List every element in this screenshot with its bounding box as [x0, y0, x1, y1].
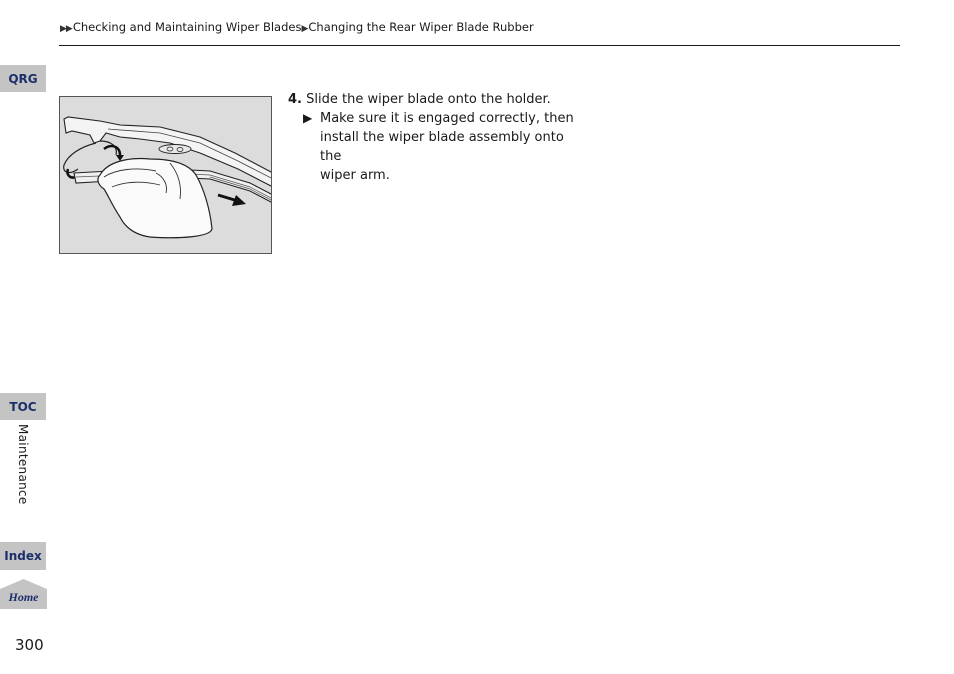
note-line-1: Make sure it is engaged correctly, then	[320, 111, 574, 126]
breadcrumb	[60, 19, 534, 37]
triangle-bullet-icon: ▶	[303, 111, 313, 125]
wiper-hand-drawing	[60, 97, 272, 254]
instruction-step	[288, 90, 588, 185]
index-tab[interactable]: Index	[0, 542, 46, 570]
home-icon	[0, 579, 47, 609]
toc-tab[interactable]: TOC	[0, 393, 46, 420]
note-line-3: wiper arm.	[320, 168, 390, 183]
home-label: Home	[8, 590, 39, 604]
breadcrumb-item-rear-wiper-rubber[interactable]: Changing the Rear Wiper Blade Rubber	[308, 20, 534, 34]
double-arrow-icon: ▶▶	[60, 24, 72, 34]
page-number: 300	[15, 636, 44, 654]
home-tab[interactable]	[0, 579, 47, 609]
wiper-blade-illustration	[59, 96, 272, 254]
step-line	[288, 90, 588, 109]
step-note	[303, 109, 588, 185]
qrg-tab[interactable]: QRG	[0, 65, 46, 92]
note-line-2: install the wiper blade assembly onto the	[320, 130, 564, 164]
arrow-icon: ▶	[301, 24, 308, 34]
header-divider	[59, 45, 900, 46]
step-text: Slide the wiper blade onto the holder.	[306, 92, 551, 107]
section-label: Maintenance	[16, 424, 30, 505]
step-number: 4.	[288, 92, 302, 107]
breadcrumb-item-wiper-blades[interactable]: Checking and Maintaining Wiper Blades	[72, 20, 302, 34]
